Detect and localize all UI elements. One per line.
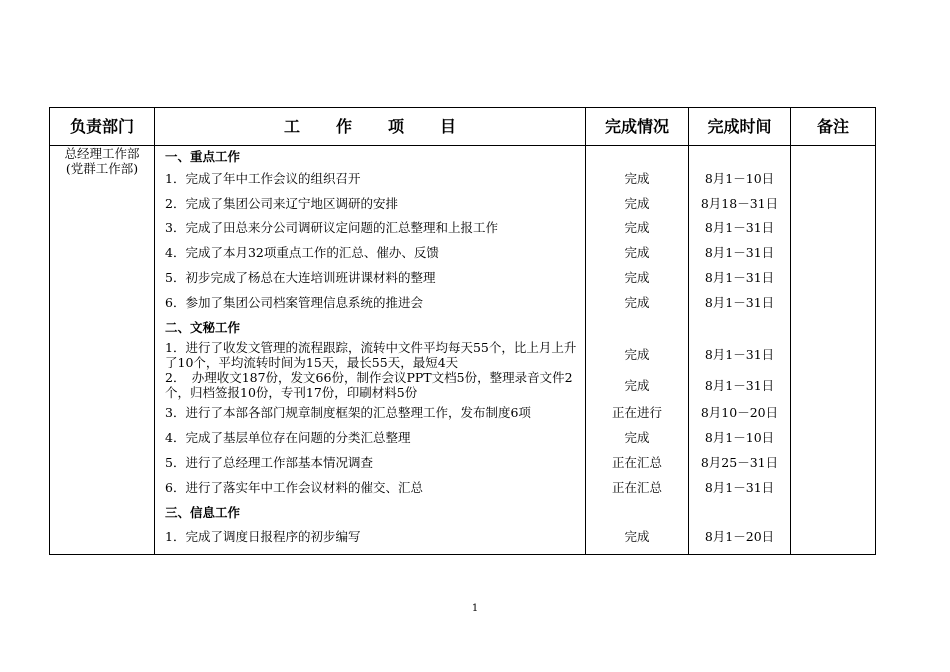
header-task-char: 作 bbox=[335, 117, 352, 136]
status-value: 完成 bbox=[624, 377, 650, 393]
work-table bbox=[49, 107, 876, 555]
header-task-char: 目 bbox=[440, 117, 457, 136]
status-value: 完成 bbox=[624, 195, 650, 211]
status-value: 完成 bbox=[624, 347, 650, 363]
time-value: 8月1－10日 bbox=[704, 170, 775, 186]
header-dept: 负责部门 bbox=[50, 108, 155, 146]
time-value: 8月1－31日 bbox=[704, 377, 775, 393]
time-value: 8月18－31日 bbox=[700, 195, 779, 211]
task-item-multiline bbox=[155, 340, 585, 401]
time-value: 8月1－31日 bbox=[704, 270, 775, 286]
time-value: 8月25－31日 bbox=[700, 455, 779, 471]
task-item: 5．初步完成了杨总在大连培训班讲课材料的整理 bbox=[165, 270, 436, 286]
time-value: 8月1－31日 bbox=[704, 479, 775, 495]
time-value: 8月1－31日 bbox=[704, 245, 775, 261]
status-value: 正在汇总 bbox=[611, 479, 662, 495]
status-value: 完成 bbox=[624, 170, 650, 186]
header-task-char: 工 bbox=[283, 117, 300, 136]
task-item: 1．完成了年中工作会议的组织召开 bbox=[165, 170, 361, 186]
body-row bbox=[50, 146, 876, 555]
task-item: 6．进行了落实年中工作会议材料的催交、汇总 bbox=[165, 479, 423, 495]
time-value: 8月1－20日 bbox=[704, 529, 775, 545]
status-value: 完成 bbox=[624, 245, 650, 261]
header-task-char: 项 bbox=[388, 117, 405, 136]
status-value: 正在进行 bbox=[611, 405, 662, 421]
section-title: 二、文秘工作 bbox=[165, 319, 241, 335]
task-item: 6．参加了集团公司档案管理信息系统的推进会 bbox=[165, 294, 423, 310]
section-title: 一、重点工作 bbox=[165, 148, 241, 164]
task-column bbox=[155, 146, 586, 555]
task-item: 5．进行了总经理工作部基本情况调查 bbox=[165, 455, 373, 471]
time-value: 8月1－31日 bbox=[704, 220, 775, 236]
status-value: 完成 bbox=[624, 270, 650, 286]
status-value: 正在汇总 bbox=[611, 455, 662, 471]
task-item: 2． 办理收文187份，发文66份，制作会议PPT文档5份，整理录音文件2个，归档签报10份，专刊17份，印刷材料5份 bbox=[165, 370, 573, 401]
note-column bbox=[791, 146, 876, 555]
task-item: 1．进行了收发文管理的流程跟踪，流转中文件平均每天55个，比上月上升了10个，平均流转时间为15天，最长55天，最短4天 bbox=[165, 340, 577, 371]
header-task bbox=[155, 108, 586, 146]
page-number: 1 bbox=[471, 603, 479, 614]
status-value: 完成 bbox=[624, 430, 650, 446]
header-time: 完成时间 bbox=[689, 108, 791, 146]
status-value: 完成 bbox=[624, 220, 650, 236]
status-value: 完成 bbox=[624, 529, 650, 545]
header-row bbox=[50, 108, 876, 146]
status-column bbox=[586, 146, 689, 555]
time-value: 8月1－10日 bbox=[704, 430, 775, 446]
time-column bbox=[689, 146, 791, 555]
dept-cell bbox=[50, 146, 155, 555]
time-value: 8月10－20日 bbox=[700, 405, 779, 421]
dept-name: 总经理工作部 bbox=[64, 146, 140, 161]
task-item: 4．完成了基层单位存在问题的分类汇总整理 bbox=[165, 430, 411, 446]
status-value: 完成 bbox=[624, 294, 650, 310]
section-title: 三、信息工作 bbox=[165, 504, 241, 520]
time-value: 8月1－31日 bbox=[704, 294, 775, 310]
task-item: 2．完成了集团公司来辽宁地区调研的安排 bbox=[165, 195, 398, 211]
time-value: 8月1－31日 bbox=[704, 347, 775, 363]
task-item: 1．完成了调度日报程序的初步编写 bbox=[165, 529, 361, 545]
header-note: 备注 bbox=[791, 108, 876, 146]
task-item: 4．完成了本月32项重点工作的汇总、催办、反馈 bbox=[165, 245, 439, 261]
task-item: 3．进行了本部各部门规章制度框架的汇总整理工作，发布制度6项 bbox=[165, 405, 531, 421]
header-status: 完成情况 bbox=[586, 108, 689, 146]
dept-subname: (党群工作部) bbox=[65, 161, 139, 176]
task-item: 3．完成了田总来分公司调研议定问题的汇总整理和上报工作 bbox=[165, 220, 498, 236]
